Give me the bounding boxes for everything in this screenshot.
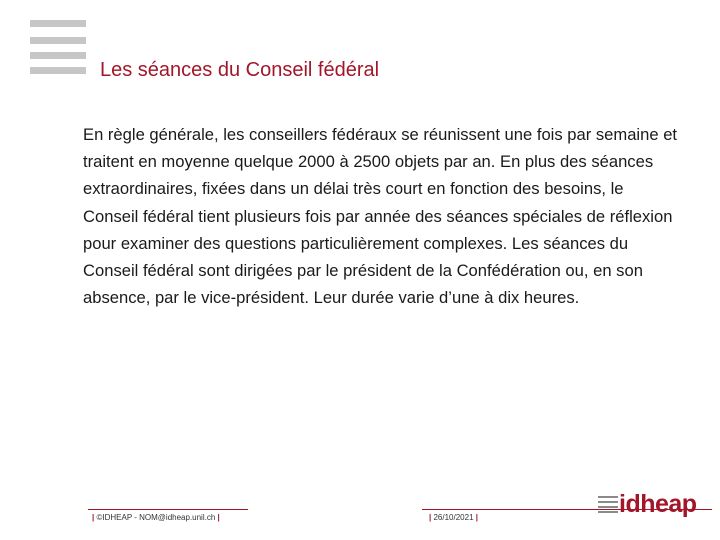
idheap-logo [598,490,697,520]
logo-text: idheap [619,490,697,518]
footer-copyright [92,513,220,522]
footer-separator: | [217,513,220,522]
footer-separator: | [92,513,95,522]
footer-separator: | [475,513,479,522]
footer-date [429,513,478,522]
footer-date-text: 26/10/2021 [433,513,474,522]
bar-3 [30,52,86,59]
footer-rule-left [88,509,248,510]
slide-title: Les séances du Conseil fédéral [100,59,380,81]
bar-2 [30,37,86,44]
footer-copyright-text: ©IDHEAP - NOM@idheap.unil.ch [96,513,216,522]
bar-1 [30,20,86,27]
bar-4 [30,67,86,74]
footer-separator: | [429,513,432,522]
slide-body: En règle générale, les conseillers fédéraux se réunissent une fois par semaine et traitent en moyenne quelque 2000 à 2500 objets par an. En plus des séances extraordinaires, fixées dans un délai très court en fonction des besoins, le Conseil fédéral tient plusieurs fois par année des séances spéciales de réflexion pour examiner des questions particulièrement complexes. Les séances du Conseil fédéral sont dirigées par le président de la Confédération ou, en son absence, par le vice-président. Leur durée varie d’une à dix heures. [83,125,678,308]
